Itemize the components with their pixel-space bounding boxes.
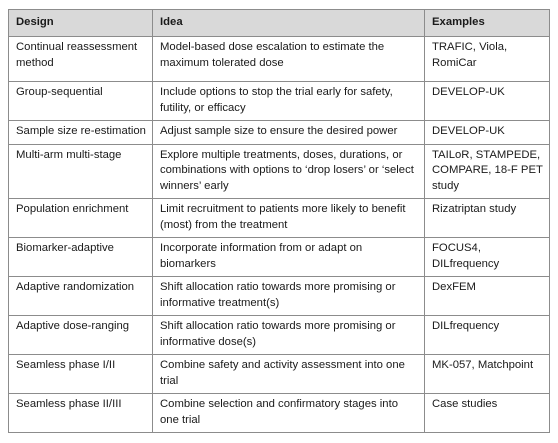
design-cell: Adaptive dose-ranging [9,316,153,355]
header-row [9,10,550,37]
header-examples: Examples [425,10,550,37]
table-row [9,277,550,316]
idea-cell: Shift allocation ratio towards more promising or informative dose(s) [153,316,425,355]
examples-cell: DexFEM [425,277,550,316]
examples-cell: Case studies [425,394,550,433]
header-design: Design [9,10,153,37]
design-cell: Seamless phase II/III [9,394,153,433]
examples-cell: MK-057, Matchpoint [425,355,550,394]
design-cell: Population enrichment [9,199,153,238]
header-idea: Idea [153,10,425,37]
idea-cell: Adjust sample size to ensure the desired power [153,121,425,145]
idea-cell: Model-based dose escalation to estimate the maximum tolerated dose [153,37,425,82]
design-cell: Multi-arm multi-stage [9,144,153,199]
idea-cell: Limit recruitment to patients more likely to benefit (most) from the treatment [153,199,425,238]
design-cell: Sample size re-estimation [9,121,153,145]
table-row [9,82,550,121]
examples-cell: TRAFIC, Viola, RomiCar [425,37,550,82]
examples-cell: DEVELOP-UK [425,82,550,121]
design-cell: Biomarker-adaptive [9,238,153,277]
examples-cell: DILfrequency [425,316,550,355]
idea-cell: Combine safety and activity assessment into one trial [153,355,425,394]
examples-cell: DEVELOP-UK [425,121,550,145]
examples-cell: FOCUS4, DILfrequency [425,238,550,277]
table-row [9,316,550,355]
table-row [9,199,550,238]
table-row [9,144,550,199]
table-row [9,355,550,394]
table-row [9,37,550,82]
table-row [9,394,550,433]
design-cell: Adaptive randomization [9,277,153,316]
idea-cell: Incorporate information from or adapt on biomarkers [153,238,425,277]
adaptive-designs-table [8,9,550,433]
idea-cell: Combine selection and confirmatory stages into one trial [153,394,425,433]
examples-cell: TAILoR, STAMPEDE, COMPARE, 18-F PET study [425,144,550,199]
design-cell: Seamless phase I/II [9,355,153,394]
design-cell: Group-sequential [9,82,153,121]
idea-cell: Include options to stop the trial early for safety, futility, or efficacy [153,82,425,121]
idea-cell: Explore multiple treatments, doses, durations, or combinations with options to ‘drop losers’ or ‘select winners’ early [153,144,425,199]
table-row [9,238,550,277]
examples-cell: Rizatriptan study [425,199,550,238]
design-cell: Continual reassessment method [9,37,153,82]
table-row [9,121,550,145]
idea-cell: Shift allocation ratio towards more promising or informative treatment(s) [153,277,425,316]
